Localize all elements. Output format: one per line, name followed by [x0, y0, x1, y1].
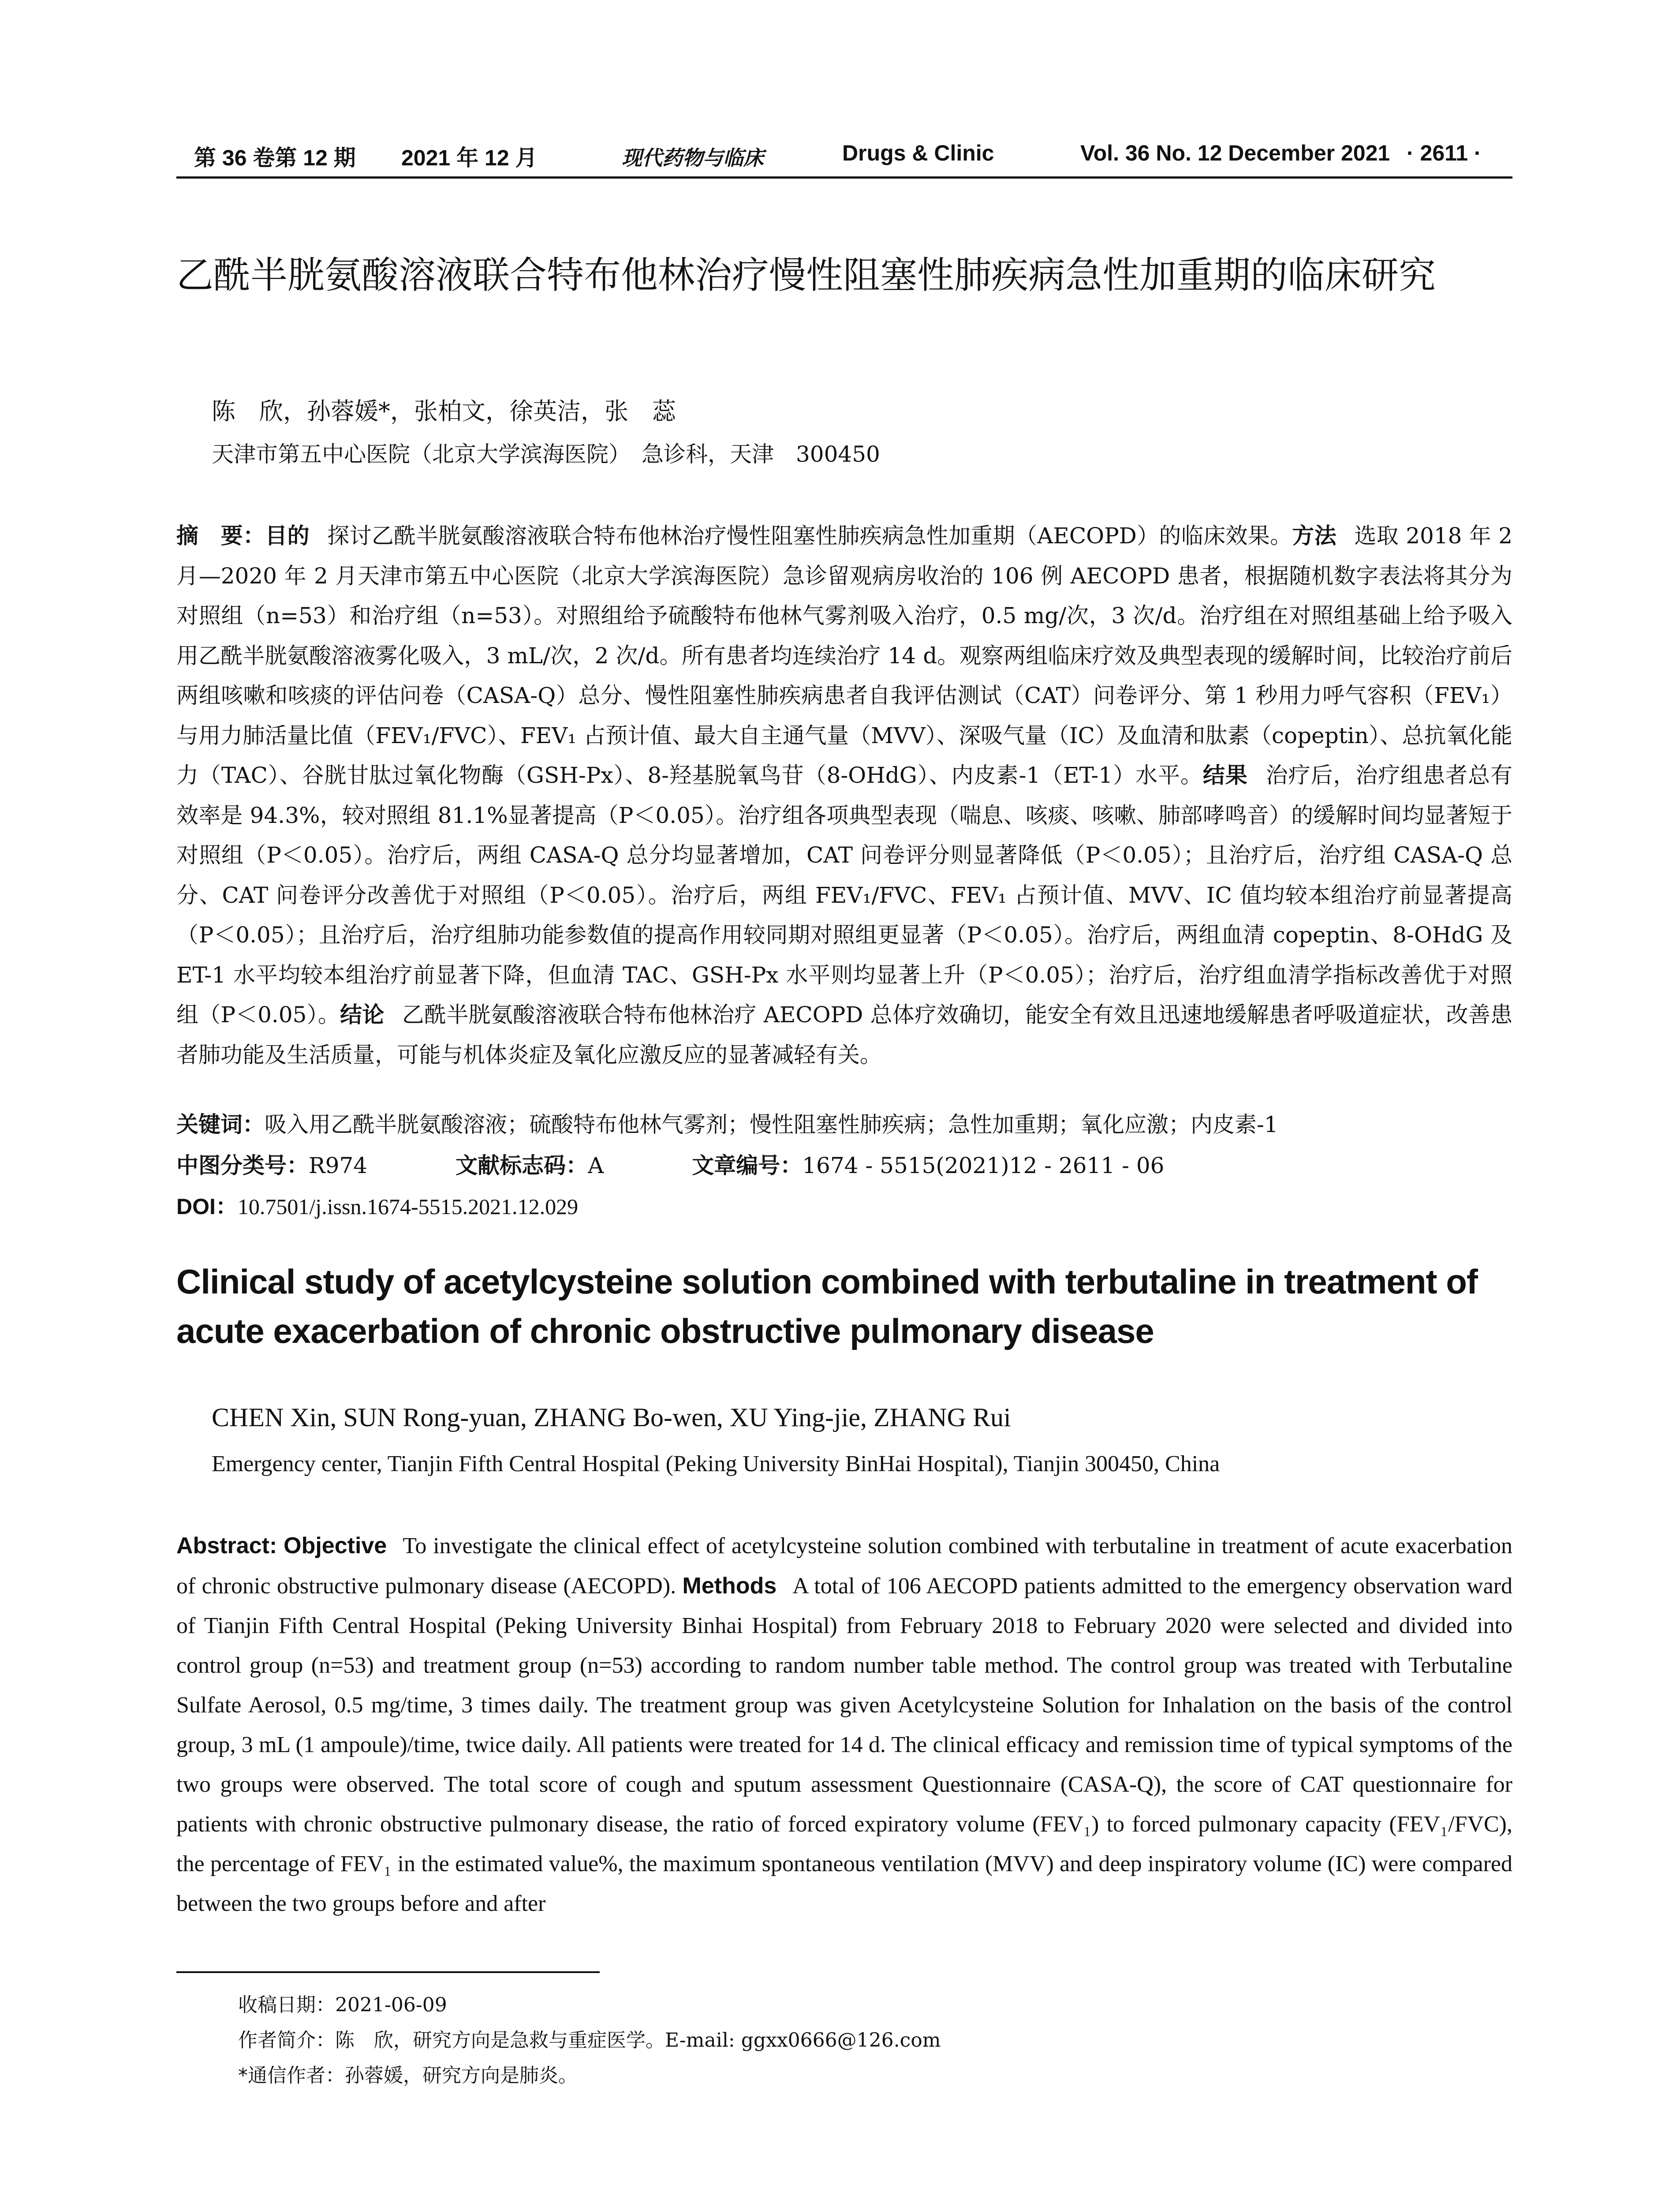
- methods-label-cn: 方法: [1292, 523, 1337, 549]
- methods-text-cn: 选取 2018 年 2 月—2020 年 2 月天津市第五中心医院（北京大学滨海医院）急诊留观病房收治的 106 例 AECOPD 患者，根据随机数字表法将其分为对照组（n=53）和治疗组（n=53）。对照组给予硫酸特布他林气雾剂吸入治疗，0.5 mg/次，3 次/d。治疗组在对照组基础上给予吸入用乙酰半胱氨酸溶液雾化吸入，3 mL/次，2 次/d。所有患者均连续治疗 14 d。观察两组临床疗效及典型表现的缓解时间，比较治疗前后两组咳嗽和咳痰的评估问卷（CASA-Q）总分、慢性阻塞性肺疾病患者自我评估测试（CAT）问卷评分、第 1 秒用力呼气容积（FEV₁）与用力肺活量比值（FEV₁/FVC）、FEV₁ 占预计值、最大自主通气量（MVV）、深吸气量（IC）及血清和肽素（copeptin）、总抗氧化能力（TAC）、谷胱甘肽过氧化物酶（GSH-Px）、8-羟基脱氧鸟苷（8-OHdG）、内皮素-1（ET-1）水平。: [176, 523, 1513, 788]
- affiliation-en: Emergency center, Tianjin Fifth Central Hospital (Peking University BinHai Hospital), Tianjin 300450, China: [212, 1451, 1220, 1476]
- bio-label: 作者简介：: [238, 2029, 335, 2052]
- date-cn: 2021 年 12 月: [401, 146, 538, 170]
- authors-en: CHEN Xin, SUN Rong-yuan, ZHANG Bo-wen, XU Ying-jie, ZHANG Rui: [212, 1403, 1011, 1432]
- conclusion-text-cn: 乙酰半胱氨酸溶液联合特布他林治疗 AECOPD 总体疗效确切，能安全有效且迅速地缓解患者呼吸道症状，改善患者肺功能及生活质量，可能与机体炎症及氧化应激反应的显著减轻有关。: [176, 1002, 1512, 1068]
- keywords: [176, 1107, 1278, 1139]
- abstract-label-cn: 摘 要：: [176, 523, 265, 549]
- article-number-label: 文章编号：: [692, 1153, 803, 1178]
- corresponding-text: 孙蓉媛，研究方向是肺炎。: [345, 2064, 578, 2087]
- page-number: · 2611 ·: [1407, 141, 1482, 165]
- affiliation-cn: 天津市第五中心医院（北京大学滨海医院） 急诊科，天津 300450: [212, 441, 880, 467]
- footnote-rule: [176, 1971, 600, 1973]
- doc-code-value: A: [588, 1153, 604, 1178]
- header-rule: [176, 176, 1512, 179]
- issue-en: Vol. 36 No. 12 December 2021: [1080, 141, 1390, 165]
- objective-label-cn: 目的: [265, 523, 310, 549]
- clc-label: 中图分类号：: [176, 1153, 309, 1178]
- title-cn: 乙酰半胱氨酸溶液联合特布他林治疗慢性阻塞性肺疾病急性加重期的临床研究: [176, 254, 1436, 297]
- issue-cn: 第 36 卷第 12 期: [194, 146, 356, 170]
- journal-name-cn: 现代药物与临床: [622, 146, 764, 170]
- doc-code-label: 文献标志码：: [455, 1153, 588, 1178]
- results-text-cn: 治疗后，治疗组患者总有效率是 94.3%，较对照组 81.1%显著提高（P＜0.05）。治疗组各项典型表现（喘息、咳痰、咳嗽、肺部哮鸣音）的缓解时间均显著短于对照组（P＜0.05）。治疗后，两组 CASA-Q 总分均显著增加，CAT 问卷评分则显著降低（P＜0.05）；且治疗后，治疗组 CASA-Q 总分、CAT 问卷评分改善优于对照组（P＜0.05）。治疗后，两组 FEV₁/FVC、FEV₁ 占预计值、MVV、IC 值均较本组治疗前显著提高（P＜0.05）；且治疗后，治疗组肺功能参数值的提高作用较同期对照组更显著（P＜0.05）。治疗后，两组血清 copeptin、8-OHdG 及 ET-1 水平均较本组治疗前显著下降，但血清 TAC、GSH-Px 水平则均显著上升（P＜0.05）；治疗后，治疗组血清学指标改善优于对照组（P＜0.05）。: [176, 762, 1512, 1028]
- objective-text-cn: 探讨乙酰半胱氨酸溶液联合特布他林治疗慢性阻塞性肺疾病急性加重期（AECOPD）的临床效果。: [327, 523, 1292, 549]
- abstract-en: [176, 1526, 1512, 1924]
- doi-label: DOI：: [176, 1194, 238, 1219]
- received-date: 2021-06-09: [335, 1994, 447, 2016]
- abstract-cn: [176, 516, 1512, 1075]
- objective-text-en: To investigate the clinical effect of acetylcysteine solution combined with terbutaline in treatment of acute exacerbation of chronic obstructive pulmonary disease (AECOPD).: [176, 1533, 1512, 1599]
- footnote-received: [238, 1989, 447, 2017]
- doi: [176, 1189, 578, 1221]
- keywords-text: 吸入用乙酰半胱氨酸溶液；硫酸特布他林气雾剂；慢性阻塞性肺疾病；急性加重期；氧化应激；内皮素-1: [265, 1112, 1278, 1137]
- bio-text: 陈 欣，研究方向是急救与重症医学。E-mail: ggxx0666@126.com: [335, 2029, 941, 2052]
- conclusion-label-cn: 结论: [340, 1002, 385, 1028]
- objective-label-en: Objective: [284, 1533, 387, 1558]
- title-en: Clinical study of acetylcysteine solution combined with terbutaline in treatment of acute exacerbation of chronic obstructive pulmonary disease: [176, 1262, 1478, 1350]
- classification: [176, 1148, 1165, 1180]
- methods-label-en: Methods: [682, 1573, 777, 1599]
- corresponding-label: *通信作者：: [238, 2064, 345, 2087]
- abstract-label-en: Abstract:: [176, 1533, 277, 1558]
- journal-name-en: Drugs & Clinic: [842, 141, 994, 165]
- received-label: 收稿日期：: [238, 1994, 335, 2016]
- keywords-label: 关键词：: [176, 1112, 265, 1137]
- footnote-author-bio: [238, 2024, 941, 2052]
- authors-cn: 陈 欣，孙蓉媛*，张柏文，徐英洁，张 蕊: [212, 397, 676, 425]
- clc-value: R974: [309, 1153, 368, 1178]
- results-label-cn: 结果: [1202, 762, 1248, 788]
- footnote-corresponding: [238, 2059, 578, 2088]
- article-number-value: 1674 - 5515(2021)12 - 2611 - 06: [802, 1153, 1165, 1178]
- methods-text-en: A total of 106 AECOPD patients admitted to the emergency observation ward of Tianjin Fifth Central Hospital (Peking University Binhai Hospital) from February 2018 to February 2020 were selected and divided into control group (n=53) and treatment group (n=53) according to random number table method. The control group was treated with Terbutaline Sulfate Aerosol, 0.5 mg/time, 3 times daily. The treatment group was given Acetylcysteine Solution for Inhalation on the basis of the control group, 3 mL (1 ampoule)/time, twice daily. All patients were treated for 14 d. The clinical efficacy and remission time of typical symptoms of the two groups were observed. The total score of cough and sputum assessment Questionnaire (CASA-Q), the score of CAT questionnaire for patients with chronic obstructive pulmonary disease, the ratio of forced expiratory volume (FEV₁) to forced pulmonary capacity (FEV₁/FVC), the percentage of FEV₁ in the estimated value%, the maximum spontaneous ventilation (MVV) and deep inspiratory volume (IC) were compared between the two groups before and after: [176, 1573, 1513, 1916]
- doi-value[interactable]: 10.7501/j.issn.1674-5515.2021.12.029: [237, 1194, 579, 1219]
